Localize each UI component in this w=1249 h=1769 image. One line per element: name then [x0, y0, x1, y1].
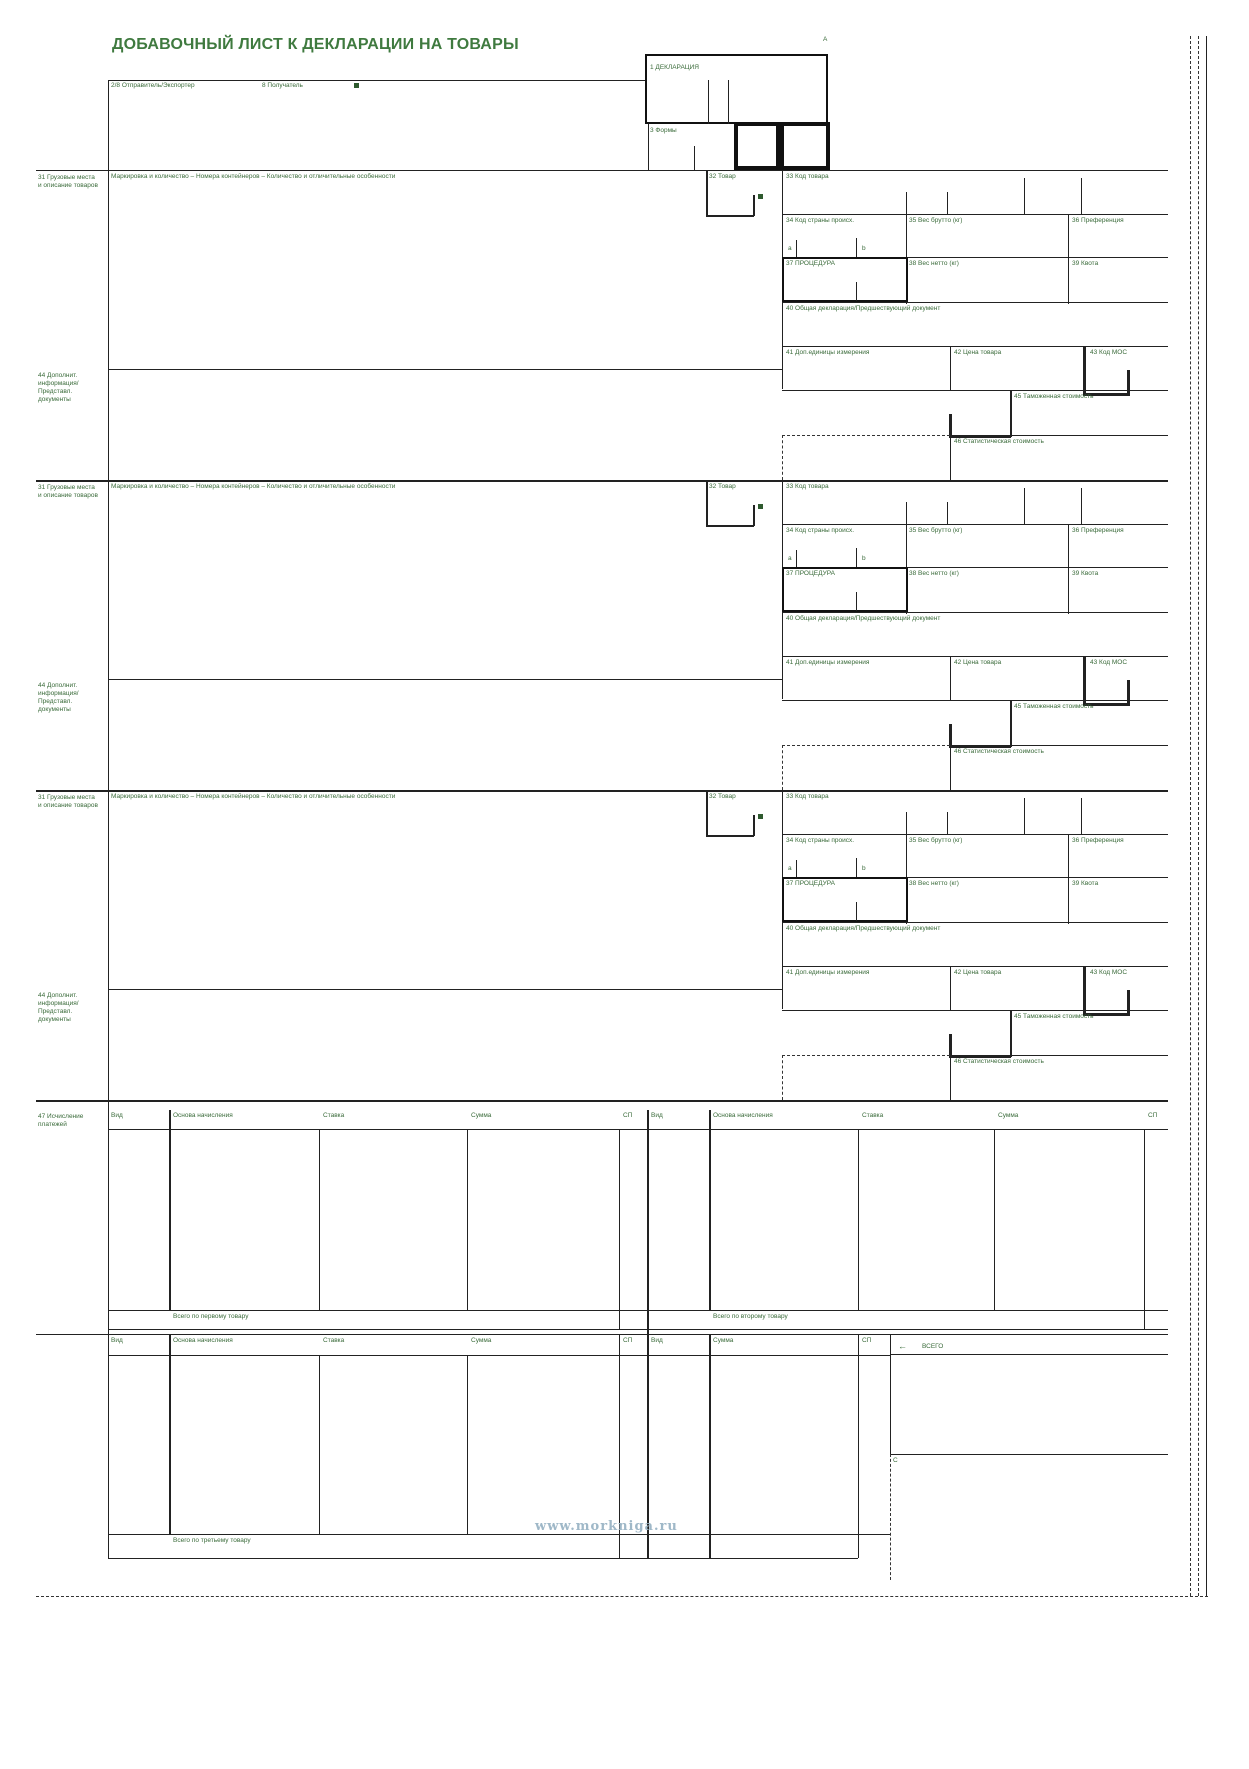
forms-box-2: [780, 122, 830, 170]
col-base: Основа начисления: [173, 1337, 233, 1344]
total-first: Всего по первому товару: [173, 1313, 249, 1320]
watermark: www.morkniga.ru: [535, 1519, 678, 1534]
customs-value-label: 45 Таможенная стоимость: [1014, 1013, 1094, 1020]
pref-label: 36 Преференция: [1072, 527, 1124, 534]
customs-value-label: 45 Таможенная стоимость: [1014, 393, 1094, 400]
col-sum: Сумма: [471, 1112, 492, 1119]
net-label: 38 Вес нетто (кг): [909, 880, 959, 887]
quota-label: 39 Квота: [1072, 880, 1099, 887]
goods-label: 32 Товар: [709, 483, 736, 490]
forms-box-1: [734, 122, 780, 170]
country-label: 34 Код страны происх.: [786, 217, 855, 224]
stat-value-label: 46 Статистическая стоимость: [954, 1058, 1044, 1065]
addinfo-label: 44 Дополнит. информация/ Представл. документы: [38, 992, 79, 1023]
declaration-label: 1 ДЕКЛАРАЦИЯ: [650, 64, 699, 71]
col-type: Вид: [111, 1112, 123, 1119]
proc-label: 37 ПРОЦЕДУРА: [786, 260, 835, 267]
col-base: Основа начисления: [173, 1112, 233, 1119]
gross-label: 35 Вес брутто (кг): [909, 527, 963, 534]
col-type: Вид: [651, 1337, 663, 1344]
code-label: 33 Код товара: [786, 483, 829, 490]
col-sp: СП: [1148, 1112, 1158, 1119]
mos-label: 43 Код МОС: [1090, 349, 1128, 356]
goods-label: 32 Товар: [709, 793, 736, 800]
arrow-icon: ←: [898, 1341, 907, 1351]
price-label: 42 Цена товара: [954, 349, 1002, 356]
col-type: Вид: [111, 1337, 123, 1344]
small-b: b: [862, 245, 866, 252]
mos-label: 43 Код МОС: [1090, 969, 1128, 976]
places-label: 31 Грузовые места и описание товаров: [38, 174, 98, 189]
col-sum: Сумма: [998, 1112, 1019, 1119]
stat-value-label: 46 Статистическая стоимость: [954, 438, 1044, 445]
col-type: Вид: [651, 1112, 663, 1119]
goods-label: 32 Товар: [709, 173, 736, 180]
col-rate: Ставка: [323, 1112, 345, 1119]
prev-doc-label: 40 Общая декларация/Предшествующий документ: [786, 925, 941, 932]
gross-label: 35 Вес брутто (кг): [909, 837, 963, 844]
small-a: a: [788, 245, 792, 252]
forms-label: 3 Формы: [650, 127, 677, 134]
unit-label: 41 Доп.единицы измерения: [786, 969, 870, 976]
col-base: Основа начисления: [713, 1112, 773, 1119]
pref-label: 36 Преференция: [1072, 217, 1124, 224]
col-sum: Сумма: [713, 1337, 734, 1344]
gross-label: 35 Вес брутто (кг): [909, 217, 963, 224]
goods-item-block-2: [0, 310, 1249, 755]
marking-label: Маркировка и количество – Номера контейнеров – Количество и отличительные особенности: [111, 173, 396, 180]
receiver-label: 8 Получатель: [262, 82, 303, 89]
prev-doc-label: 40 Общая декларация/Предшествующий документ: [786, 615, 941, 622]
pref-label: 36 Преференция: [1072, 837, 1124, 844]
quota-label: 39 Квота: [1072, 570, 1099, 577]
col-sp: СП: [623, 1337, 633, 1344]
small-a: a: [788, 865, 792, 872]
proc-label: 37 ПРОЦЕДУРА: [786, 880, 835, 887]
col-sum: Сумма: [471, 1337, 492, 1344]
country-label: 34 Код страны происх.: [786, 837, 855, 844]
col-sp: СП: [623, 1112, 633, 1119]
sender-label: 2/8 Отправитель/Экспортер: [111, 82, 195, 89]
payments-label: 47 Исчисление платежей: [38, 1113, 84, 1128]
unit-label: 41 Доп.единицы измерения: [786, 659, 870, 666]
quota-label: 39 Квота: [1072, 260, 1099, 267]
price-label: 42 Цена товара: [954, 659, 1002, 666]
total-third: Всего по третьему товару: [173, 1537, 251, 1544]
proc-label: 37 ПРОЦЕДУРА: [786, 570, 835, 577]
col-rate: Ставка: [862, 1112, 884, 1119]
form-title: ДОБАВОЧНЫЙ ЛИСТ К ДЕКЛАРАЦИИ НА ТОВАРЫ: [112, 36, 519, 53]
addinfo-label: 44 Дополнит. информация/ Представл. документы: [38, 682, 79, 713]
net-label: 38 Вес нетто (кг): [909, 260, 959, 267]
code-label: 33 Код товара: [786, 173, 829, 180]
unit-label: 41 Доп.единицы измерения: [786, 349, 870, 356]
col-rate: Ставка: [323, 1337, 345, 1344]
col-sp: СП: [862, 1337, 872, 1344]
small-c: С: [893, 1457, 898, 1464]
goods-item-block-3: [0, 620, 1249, 1065]
addinfo-label: 44 Дополнит. информация/ Представл. документы: [38, 372, 79, 403]
small-a: a: [788, 555, 792, 562]
country-label: 34 Код страны происх.: [786, 527, 855, 534]
marking-label: Маркировка и количество – Номера контейнеров – Количество и отличительные особенности: [111, 793, 396, 800]
grand-total: ВСЕГО: [922, 1343, 944, 1350]
places-label: 31 Грузовые места и описание товаров: [38, 484, 98, 499]
code-label: 33 Код товара: [786, 793, 829, 800]
net-label: 38 Вес нетто (кг): [909, 570, 959, 577]
corner-mark: А: [823, 36, 828, 43]
stat-value-label: 46 Статистическая стоимость: [954, 748, 1044, 755]
mos-label: 43 Код МОС: [1090, 659, 1128, 666]
prev-doc-label: 40 Общая декларация/Предшествующий документ: [786, 305, 941, 312]
receiver-mark: [354, 83, 359, 88]
places-label: 31 Грузовые места и описание товаров: [38, 794, 98, 809]
small-b: b: [862, 555, 866, 562]
total-second: Всего по второму товару: [713, 1313, 788, 1320]
small-b: b: [862, 865, 866, 872]
price-label: 42 Цена товара: [954, 969, 1002, 976]
marking-label: Маркировка и количество – Номера контейнеров – Количество и отличительные особенности: [111, 483, 396, 490]
customs-value-label: 45 Таможенная стоимость: [1014, 703, 1094, 710]
